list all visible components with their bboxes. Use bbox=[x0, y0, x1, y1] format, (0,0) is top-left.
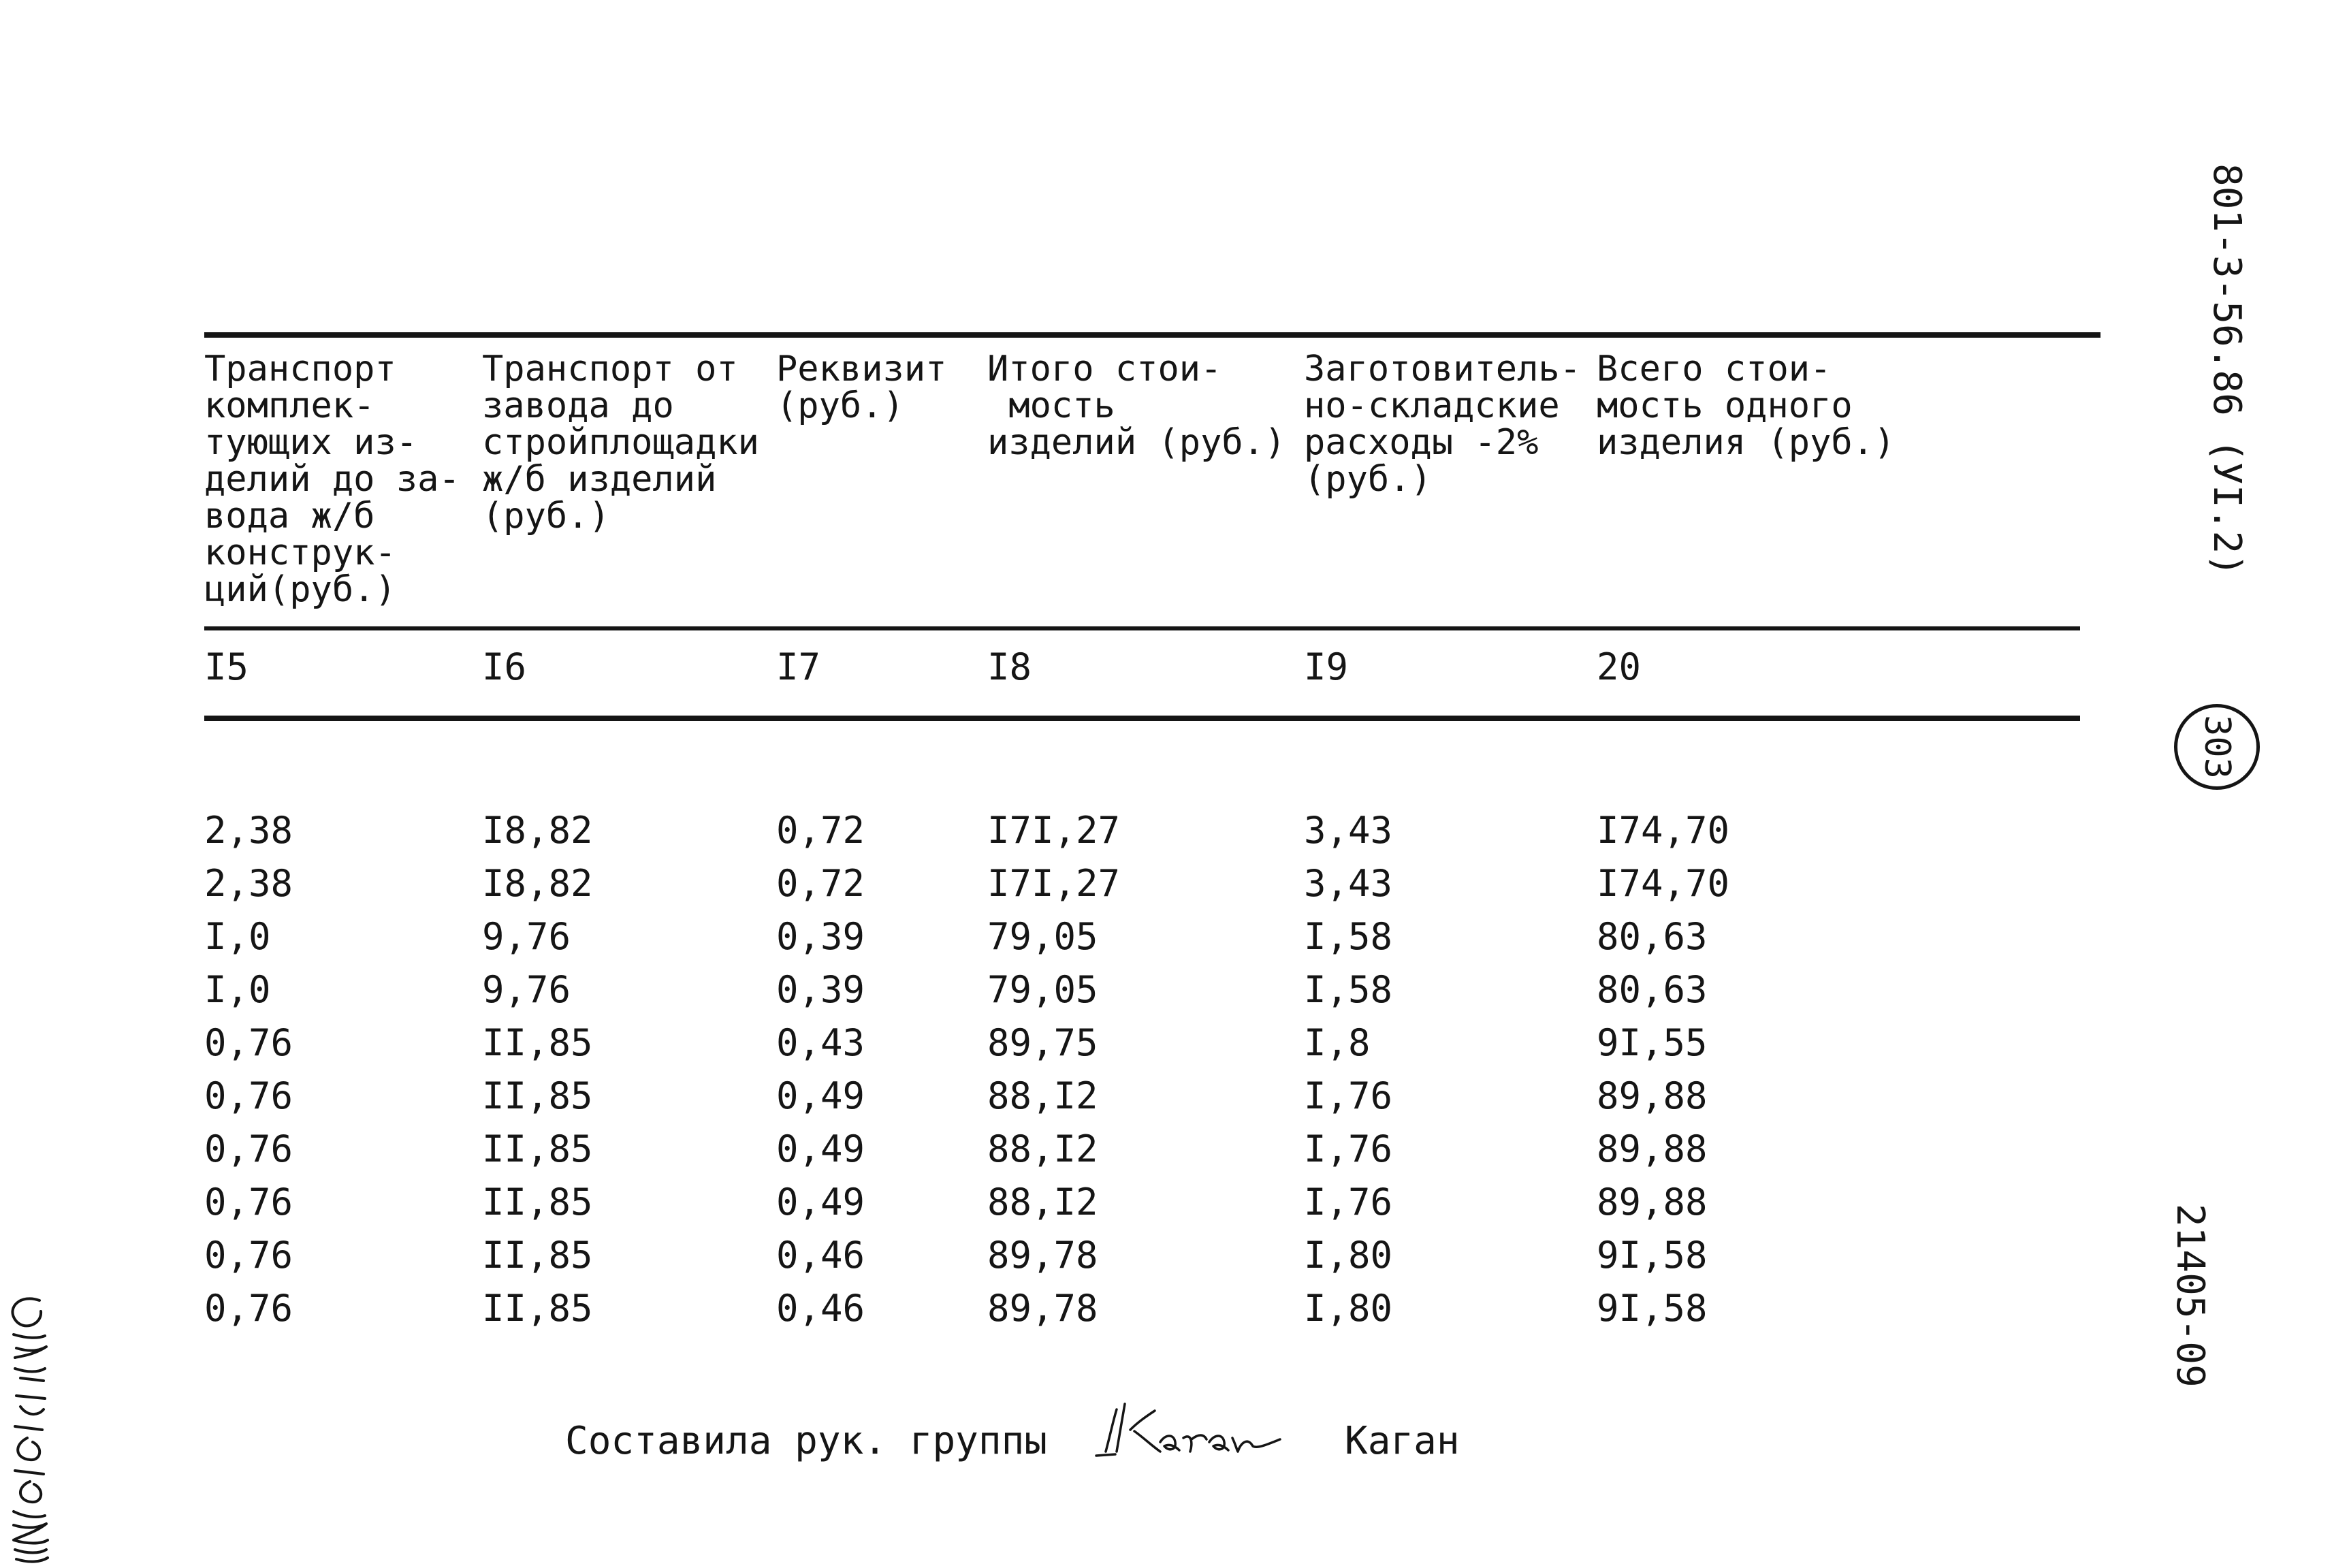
table-cell: 2,38 bbox=[204, 809, 293, 852]
table-cell: I7I,27 bbox=[987, 809, 1121, 852]
table-cell: II,85 bbox=[482, 1181, 593, 1223]
table-cell: 9I,58 bbox=[1597, 1287, 1708, 1330]
column-number: I8 bbox=[987, 645, 1032, 688]
table-cell: 9I,55 bbox=[1597, 1021, 1708, 1064]
header-total-cost: Итого стои- мость изделий (руб.) bbox=[987, 349, 1286, 463]
table-cell: 0,49 bbox=[776, 1074, 865, 1117]
table-cell: 0,43 bbox=[776, 1021, 865, 1064]
table-cell: 3,43 bbox=[1304, 809, 1393, 852]
page-number-stamp bbox=[2174, 704, 2260, 790]
table-cell: 0,72 bbox=[776, 809, 865, 852]
compiled-by-label: Составила рук. группы bbox=[565, 1419, 1048, 1463]
table-cell: 88,I2 bbox=[987, 1074, 1098, 1117]
table-cell: II,85 bbox=[482, 1127, 593, 1170]
table-cell: I,58 bbox=[1304, 968, 1393, 1011]
table-cell: 0,46 bbox=[776, 1287, 865, 1330]
page-number: 303 bbox=[2197, 715, 2237, 779]
header-transport-to-site: Транспорт от завода до стройплощадки ж/б изделий (руб.) bbox=[482, 349, 759, 537]
table-cell: 89,88 bbox=[1597, 1074, 1708, 1117]
table-cell: 0,76 bbox=[204, 1127, 293, 1170]
archive-number: 21405-09 bbox=[2168, 1204, 2212, 1388]
table-cell: I,76 bbox=[1304, 1181, 1393, 1223]
table-cell: I,0 bbox=[204, 915, 271, 958]
table-top-rule bbox=[204, 332, 2101, 338]
table-cell: I8,82 bbox=[482, 862, 593, 905]
table-cell: 80,63 bbox=[1597, 968, 1708, 1011]
table-cell: 89,88 bbox=[1597, 1181, 1708, 1223]
column-numbers-bottom-rule bbox=[204, 716, 2080, 721]
signature bbox=[1089, 1389, 1287, 1464]
table-cell: 89,75 bbox=[987, 1021, 1098, 1064]
table-cell: 0,39 bbox=[776, 968, 865, 1011]
table-cell: 79,05 bbox=[987, 915, 1098, 958]
table-cell: 9,76 bbox=[482, 968, 571, 1011]
table-cell: I,80 bbox=[1304, 1234, 1393, 1277]
table-cell: 88,I2 bbox=[987, 1127, 1098, 1170]
table-cell: 89,78 bbox=[987, 1287, 1098, 1330]
table-cell: II,85 bbox=[482, 1021, 593, 1064]
column-number: I9 bbox=[1304, 645, 1349, 688]
table-cell: I8,82 bbox=[482, 809, 593, 852]
table-cell: 0,49 bbox=[776, 1127, 865, 1170]
table-cell: 89,88 bbox=[1597, 1127, 1708, 1170]
table-cell: 0,39 bbox=[776, 915, 865, 958]
signatory-name: Каган bbox=[1345, 1419, 1460, 1463]
header-total-per-item: Всего стои- мость одного изделия (руб.) bbox=[1597, 349, 1896, 463]
table-cell: I74,70 bbox=[1597, 862, 1730, 905]
table-cell: 0,72 bbox=[776, 862, 865, 905]
table-cell: 80,63 bbox=[1597, 915, 1708, 958]
table-cell: 9,76 bbox=[482, 915, 571, 958]
table-cell: 3,43 bbox=[1304, 862, 1393, 905]
table-cell: I74,70 bbox=[1597, 809, 1730, 852]
table-cell: II,85 bbox=[482, 1234, 593, 1277]
table-cell: I7I,27 bbox=[987, 862, 1121, 905]
table-cell: 0,49 bbox=[776, 1181, 865, 1223]
table-cell: 0,76 bbox=[204, 1287, 293, 1330]
column-number: I6 bbox=[482, 645, 527, 688]
table-cell: I,76 bbox=[1304, 1127, 1393, 1170]
table-cell: I,58 bbox=[1304, 915, 1393, 958]
table-cell: II,85 bbox=[482, 1287, 593, 1330]
header-transport-components: Транспорт комплек- тующих из- делий до за- вода ж/б конструк- ций(руб.) bbox=[204, 349, 460, 610]
header-bottom-rule bbox=[204, 626, 2080, 630]
table-cell: 0,76 bbox=[204, 1074, 293, 1117]
table-cell: 88,I2 bbox=[987, 1181, 1098, 1223]
handwritten-margin-note bbox=[0, 1287, 54, 1568]
header-requisites: Реквизит (руб.) bbox=[776, 349, 947, 426]
table-cell: 89,78 bbox=[987, 1234, 1098, 1277]
table-cell: 0,76 bbox=[204, 1181, 293, 1223]
table-cell: I,80 bbox=[1304, 1287, 1393, 1330]
table-cell: 0,76 bbox=[204, 1234, 293, 1277]
table-cell: 2,38 bbox=[204, 862, 293, 905]
table-cell: 0,46 bbox=[776, 1234, 865, 1277]
table-cell: 0,76 bbox=[204, 1021, 293, 1064]
table-cell: I,8 bbox=[1304, 1021, 1371, 1064]
column-number: I5 bbox=[204, 645, 249, 688]
table-cell: I,76 bbox=[1304, 1074, 1393, 1117]
table-cell: II,85 bbox=[482, 1074, 593, 1117]
table-cell: 9I,58 bbox=[1597, 1234, 1708, 1277]
header-storage-costs: Заготовитель- но-складские расходы -2% (руб.) bbox=[1304, 349, 1581, 500]
table-cell: 79,05 bbox=[987, 968, 1098, 1011]
column-number: 20 bbox=[1597, 645, 1642, 688]
column-number: I7 bbox=[776, 645, 821, 688]
table-cell: I,0 bbox=[204, 968, 271, 1011]
document-code: 801-3-56.86 (УI.2) bbox=[2205, 163, 2249, 577]
